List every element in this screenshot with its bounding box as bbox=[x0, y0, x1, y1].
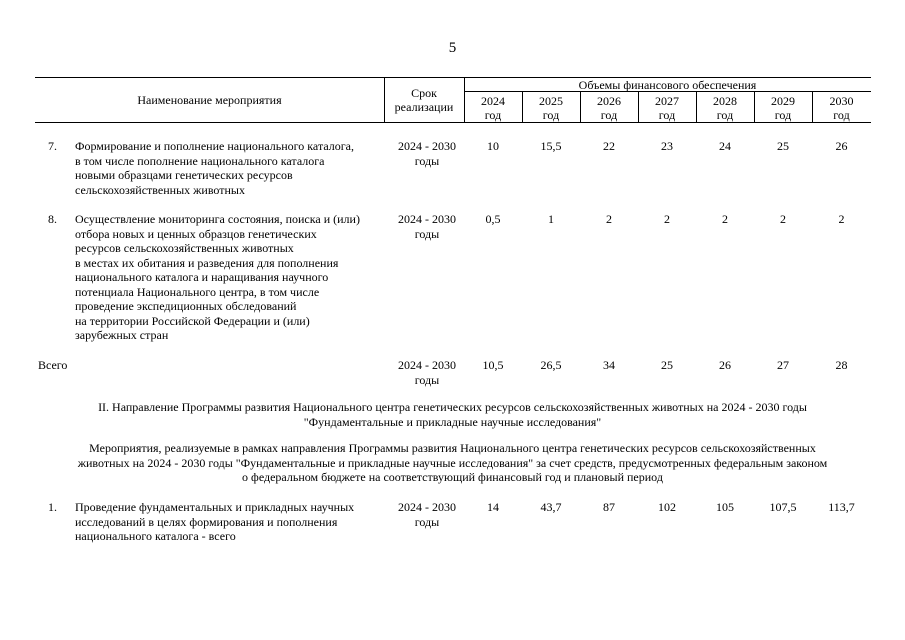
value-2028: 105 bbox=[716, 500, 734, 514]
value-2029: 25 bbox=[777, 139, 789, 153]
header-year-2027 bbox=[638, 94, 696, 122]
header-year-2029 bbox=[754, 94, 812, 122]
header-year-2024 bbox=[464, 94, 522, 122]
year-label: 2027 bbox=[655, 94, 679, 108]
value-2028: 2 bbox=[722, 212, 728, 226]
value-2026: 2 bbox=[606, 212, 612, 226]
year-unit: год bbox=[716, 108, 734, 122]
header-period-column: Срок реализации bbox=[394, 86, 454, 114]
year-unit: год bbox=[600, 108, 618, 122]
year-label: 2024 bbox=[481, 94, 505, 108]
year-label: 2025 bbox=[539, 94, 563, 108]
value-2028: 24 bbox=[719, 139, 731, 153]
value-2024: 0,5 bbox=[485, 212, 501, 226]
total-2030: 28 bbox=[835, 358, 848, 372]
header-name-column: Наименование мероприятия bbox=[137, 93, 282, 107]
value-2026: 22 bbox=[603, 139, 615, 153]
year-label: 2028 bbox=[713, 94, 737, 108]
year-unit: год bbox=[774, 108, 792, 122]
value-2027: 2 bbox=[664, 212, 670, 226]
header-year-2028 bbox=[696, 94, 754, 122]
value-2026: 87 bbox=[603, 500, 615, 514]
value-2029: 107,5 bbox=[769, 500, 797, 514]
row-name: Формирование и пополнение национального каталога, в том числе пополнение национального каталога новыми образцами генетических ресурсов сельскохозяйственных животных bbox=[75, 139, 355, 197]
value-2030: 113,7 bbox=[828, 500, 855, 514]
total-label: Всего bbox=[38, 358, 68, 372]
value-2024: 10 bbox=[487, 139, 499, 153]
page-number: 5 bbox=[448, 40, 457, 56]
header-funding-column: Объемы финансового обеспечения bbox=[578, 78, 757, 92]
row-period: 2024 - 2030 годы bbox=[398, 139, 456, 168]
value-2025: 15,5 bbox=[540, 139, 562, 153]
header-year-2025 bbox=[522, 94, 580, 122]
year-unit: год bbox=[833, 108, 850, 122]
row-number: 8. bbox=[48, 212, 57, 226]
year-label: 2030 bbox=[829, 94, 854, 108]
year-label: 2026 bbox=[597, 94, 621, 108]
total-2026: 34 bbox=[603, 358, 615, 372]
value-2030: 26 bbox=[835, 139, 848, 153]
total-2024: 10,5 bbox=[482, 358, 504, 372]
row-period: 2024 - 2030 годы bbox=[398, 212, 456, 241]
section-heading: II. Направление Программы развития Национального центра генетических ресурсов сельскохозяйственных животных на 2024 - 2030 годы "Фундаментальные и прикладные научные исследования" bbox=[98, 400, 807, 429]
header-year-2026 bbox=[580, 94, 638, 122]
row-number: 1. bbox=[48, 500, 57, 514]
total-2027: 25 bbox=[661, 358, 673, 372]
row-period: 2024 - 2030 годы bbox=[398, 500, 456, 529]
total-2025: 26,5 bbox=[540, 358, 562, 372]
row-number: 7. bbox=[48, 139, 57, 153]
section-subheading: Мероприятия, реализуемые в рамках направления Программы развития Национального центра генетических ресурсов сельскохозяйственных животных на 2024 - 2030 годы "Фундаментальные и прикладные научные исследования" за счет средств, предусмотренных федеральным законом о федеральном бюджете на соответствующий финансовый год и плановый период bbox=[77, 441, 828, 484]
header-year-2030 bbox=[812, 94, 871, 122]
total-2029: 27 bbox=[777, 358, 789, 372]
value-2027: 23 bbox=[661, 139, 673, 153]
header-bottom-rule bbox=[35, 122, 871, 123]
value-2030: 2 bbox=[838, 212, 845, 226]
value-2024: 14 bbox=[487, 500, 499, 514]
value-2025: 43,7 bbox=[540, 500, 562, 514]
value-2029: 2 bbox=[780, 212, 786, 226]
value-2027: 102 bbox=[658, 500, 676, 514]
row-name: Проведение фундаментальных и прикладных научных исследований в целях формирования и пополнения национального каталога - всего bbox=[75, 500, 355, 543]
value-2025: 1 bbox=[548, 212, 554, 226]
year-label: 2029 bbox=[771, 94, 795, 108]
row-name: Осуществление мониторинга состояния, поиска и (или) отбора новых и ценных образцов генетических ресурсов сельскохозяйственных животных в местах их обитания и разведения для пополнения национального каталога и наращивания научного потенциала Национального центра, в том числе проведение экспедиционных обследований на территории Российской Федерации и (или) зарубежных стран bbox=[75, 212, 360, 342]
total-2028: 26 bbox=[719, 358, 731, 372]
total-period: 2024 - 2030 годы bbox=[398, 358, 456, 387]
year-unit: год bbox=[542, 108, 560, 122]
year-unit: год bbox=[484, 108, 502, 122]
year-unit: год bbox=[658, 108, 676, 122]
